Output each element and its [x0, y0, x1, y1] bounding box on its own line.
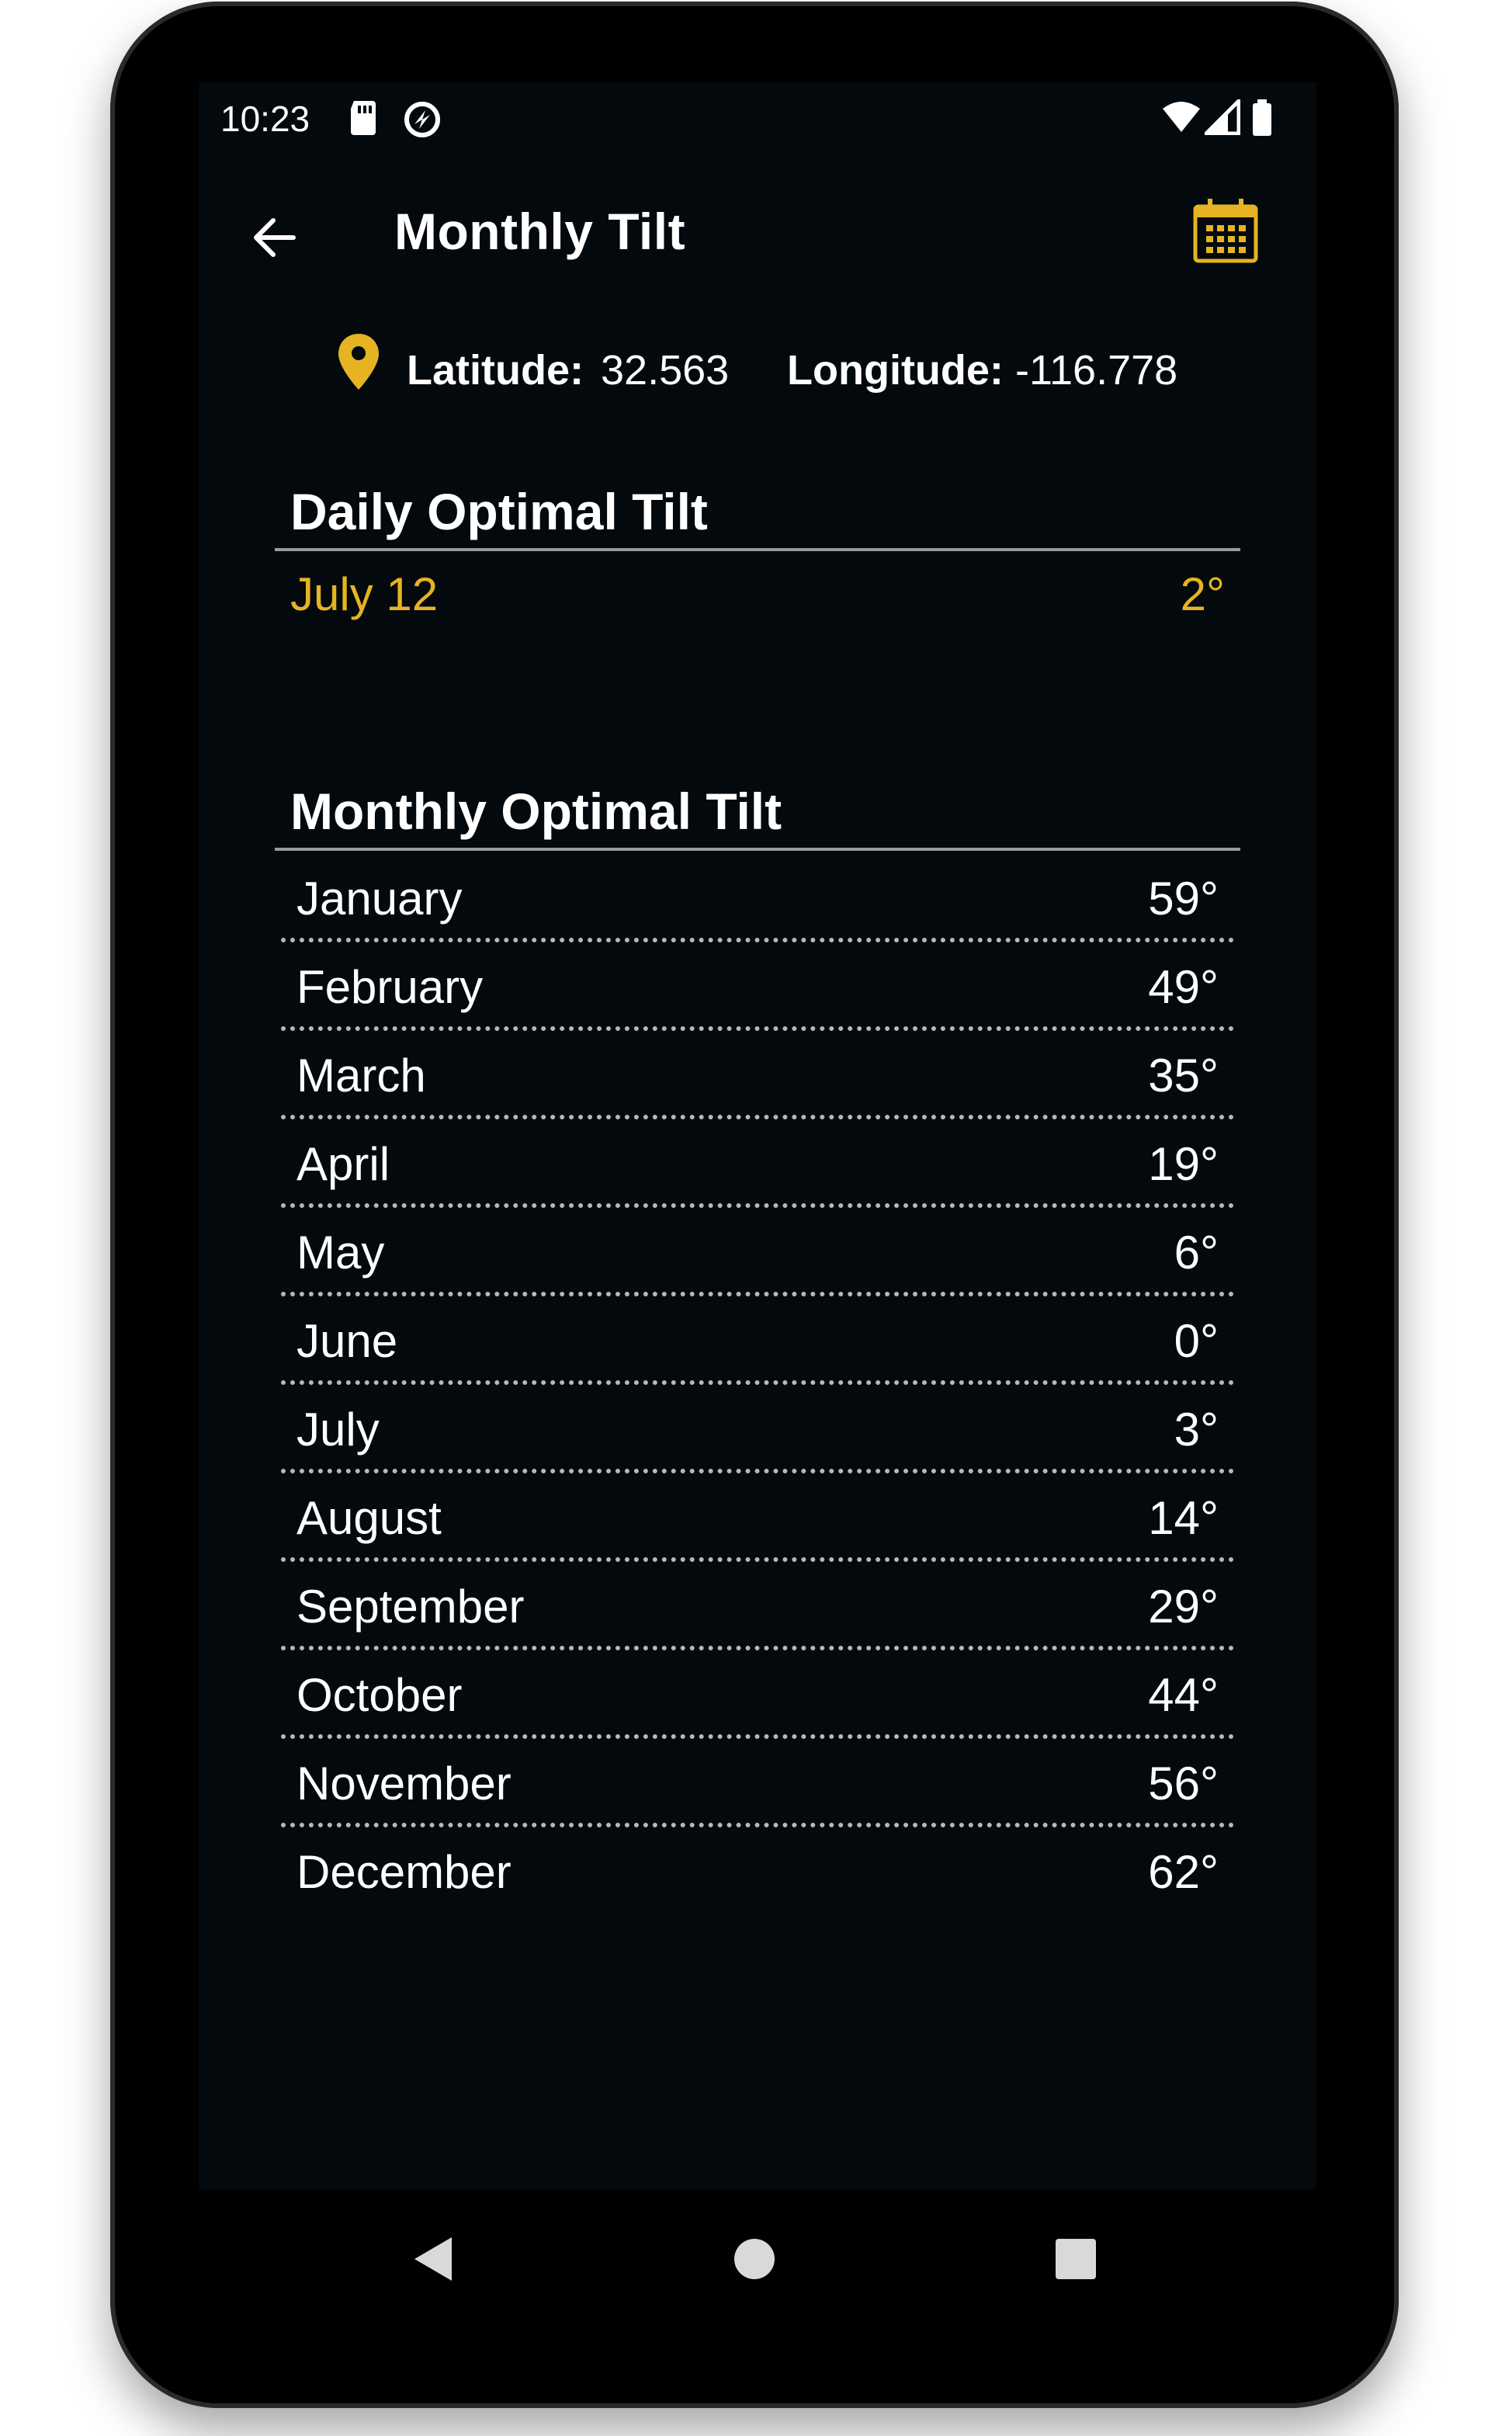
longitude-label: Longitude:: [787, 347, 1004, 394]
month-tilt: 3°: [1174, 1404, 1219, 1456]
table-row: [281, 854, 1234, 942]
month-tilt: 44°: [1148, 1669, 1219, 1721]
table-row: [281, 1827, 1234, 1911]
month-name: November: [297, 1758, 512, 1810]
monthly-title: Monthly Optimal Tilt: [290, 783, 782, 840]
data-saver-icon: [402, 99, 442, 144]
page-title: Monthly Tilt: [394, 203, 686, 260]
monthly-section: [275, 778, 1240, 1911]
longitude-value: -116.778: [1015, 347, 1178, 394]
wifi-icon: [1161, 99, 1202, 137]
month-tilt: 59°: [1148, 873, 1219, 925]
arrow-back-icon: [250, 213, 300, 262]
month-name: February: [297, 961, 484, 1013]
calendar-icon: [1192, 197, 1259, 264]
month-tilt: 35°: [1148, 1050, 1219, 1102]
latitude-value: 32.563: [601, 347, 730, 394]
daily-row: [275, 551, 1240, 638]
nav-recents-icon: [1054, 2237, 1098, 2281]
status-bar: [199, 82, 1316, 157]
month-name: August: [297, 1492, 442, 1544]
month-name: January: [297, 873, 463, 925]
table-row: [281, 1296, 1234, 1385]
table-row: [281, 1562, 1234, 1650]
nav-home-button[interactable]: [716, 2220, 793, 2298]
battery-icon: [1251, 99, 1273, 141]
nav-recents-button[interactable]: [1037, 2220, 1115, 2298]
table-row: [281, 942, 1234, 1031]
daily-tilt: 2°: [1180, 568, 1225, 620]
month-name: June: [297, 1315, 398, 1367]
latitude-label: Latitude:: [407, 347, 584, 394]
cell-signal-icon: [1205, 99, 1240, 139]
sd-card-icon: [348, 99, 379, 141]
monthly-list: [275, 851, 1240, 1911]
nav-home-icon: [733, 2237, 776, 2281]
back-button[interactable]: [238, 200, 312, 275]
month-tilt: 29°: [1148, 1581, 1219, 1633]
month-tilt: 19°: [1148, 1138, 1219, 1190]
month-tilt: 62°: [1148, 1846, 1219, 1898]
month-tilt: 0°: [1174, 1315, 1219, 1367]
app-bar: [199, 157, 1316, 312]
system-nav-bar: [110, 2189, 1399, 2329]
daily-date: July 12: [290, 568, 439, 620]
month-tilt: 6°: [1174, 1227, 1219, 1279]
month-name: September: [297, 1581, 525, 1633]
calendar-button[interactable]: [1183, 188, 1268, 273]
month-name: March: [297, 1050, 426, 1102]
month-name: May: [297, 1227, 385, 1279]
month-name: April: [297, 1138, 390, 1190]
month-tilt: 14°: [1148, 1492, 1219, 1544]
table-row: [281, 1650, 1234, 1739]
nav-back-button[interactable]: [394, 2220, 472, 2298]
nav-back-icon: [410, 2234, 456, 2284]
table-row: [281, 1031, 1234, 1119]
daily-section: [275, 478, 1240, 638]
app-screen: [199, 82, 1316, 2189]
status-time: 10:23: [220, 99, 310, 139]
table-row: [281, 1473, 1234, 1562]
table-row: [281, 1739, 1234, 1827]
month-name: October: [297, 1669, 463, 1721]
daily-title: Daily Optimal Tilt: [290, 483, 708, 540]
month-name: July: [297, 1404, 380, 1456]
month-name: December: [297, 1846, 512, 1898]
table-row: [281, 1119, 1234, 1208]
location-pin-icon: [337, 332, 380, 401]
month-tilt: 56°: [1148, 1758, 1219, 1810]
table-row: [281, 1208, 1234, 1296]
table-row: [281, 1385, 1234, 1473]
location-row: [199, 332, 1316, 402]
month-tilt: 49°: [1148, 961, 1219, 1013]
